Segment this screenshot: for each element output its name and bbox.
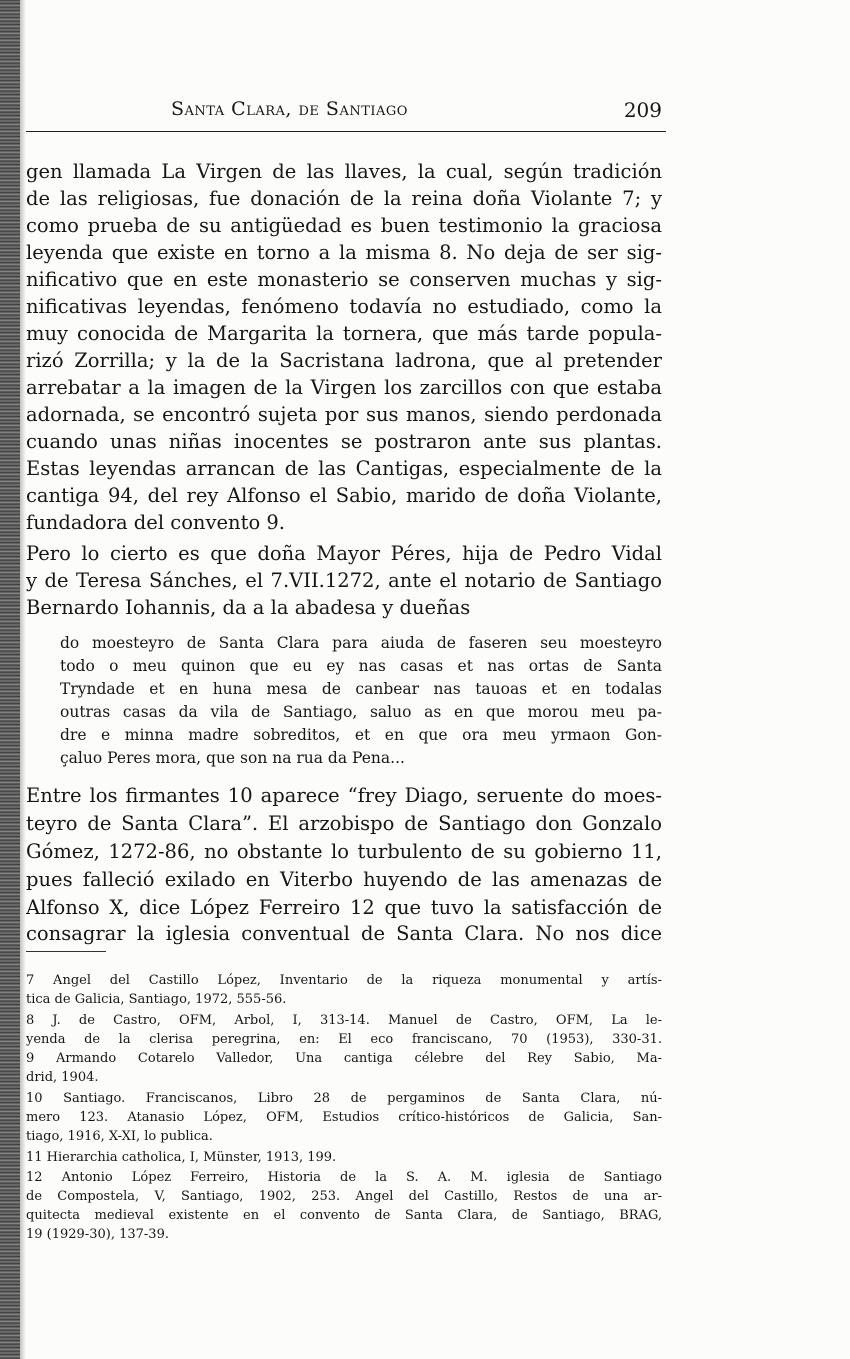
text-line: de las religiosas, fue donación de la reina doña Violante 7; y xyxy=(26,187,662,210)
text-line: como prueba de su antigüedad es buen testimonio la graciosa xyxy=(26,214,662,237)
text-line: adornada, se encontró sujeta por sus manos, siendo perdonada xyxy=(26,403,662,426)
footnote-line: yenda de la clerisa peregrina, en: El eco franciscano, 70 (1953), 330-31. xyxy=(26,1032,662,1047)
text-line: muy conocida de Margarita la tornera, que más tarde popula- xyxy=(26,322,662,345)
text-line: cuando unas niñas inocentes se postraron ante sus plantas. xyxy=(26,430,662,453)
quote-line: dre e minna madre sobreditos, et en que ora meu yrmaon Gon- xyxy=(60,726,662,744)
text-line: consagrar la iglesia conventual de Santa Clara. No nos dice xyxy=(26,922,662,945)
quote-line: Tryndade et en huna mesa de canbear nas tauoas et en todalas xyxy=(60,680,662,698)
footnote-line: 8 J. de Castro, OFM, Arbol, I, 313-14. Manuel de Castro, OFM, La le- xyxy=(26,1013,662,1028)
footnote-line: 11 Hierarchia catholica, I, Münster, 1913, 199. xyxy=(26,1150,337,1165)
text-line: teyro de Santa Clara”. El arzobispo de Santiago don Gonzalo xyxy=(26,812,662,835)
text-line: Alfonso X, dice López Ferreiro 12 que tuvo la satisfacción de xyxy=(26,896,662,919)
header-rule xyxy=(26,131,666,132)
quote-line: outras casas da vila de Santiago, saluo as en que morou meu pa- xyxy=(60,703,662,721)
running-header xyxy=(26,98,666,128)
footnote-line: 7 Angel del Castillo López, Inventario de la riqueza monumental y artís- xyxy=(26,973,662,988)
quote-line: do moesteyro de Santa Clara para aiuda de faseren seu moesteyro xyxy=(60,634,662,652)
text-line: Bernardo Iohannis, da a la abadesa y dueñas xyxy=(26,596,471,619)
page-number: 209 xyxy=(623,98,662,122)
text-line: cantiga 94, del rey Alfonso el Sabio, marido de doña Violante, xyxy=(26,484,662,507)
footnote-line: 19 (1929-30), 137-39. xyxy=(26,1227,169,1242)
text-line: Estas leyendas arrancan de las Cantigas, especialmente de la xyxy=(26,457,662,480)
text-line: Pero lo cierto es que doña Mayor Péres, hija de Pedro Vidal xyxy=(26,542,662,565)
footnote-line: tica de Galicia, Santiago, 1972, 555-56. xyxy=(26,992,287,1007)
footnote-line: 9 Armando Cotarelo Valledor, Una cantiga célebre del Rey Sabio, Ma- xyxy=(26,1051,662,1066)
quote-line: çaluo Peres mora, que son na rua da Pena... xyxy=(60,749,405,767)
text-line: fundadora del convento 9. xyxy=(26,511,285,534)
text-line: nificativo que en este monasterio se conserven muchas y sig- xyxy=(26,268,662,291)
running-title: Santa Clara, de Santiago xyxy=(171,98,408,120)
text-line: gen llamada La Virgen de las llaves, la cual, según tradición xyxy=(26,160,662,183)
text-line: arrebatar a la imagen de la Virgen los zarcillos con que estaba xyxy=(26,376,662,399)
text-line: Entre los firmantes 10 aparece “frey Diago, seruente do moes- xyxy=(26,784,662,807)
text-line: leyenda que existe en torno a la misma 8. No deja de ser sig- xyxy=(26,241,662,264)
text-line: y de Teresa Sánches, el 7.VII.1272, ante el notario de Santiago xyxy=(26,569,662,592)
footnote-line: de Compostela, V, Santiago, 1902, 253. Angel del Castillo, Restos de una ar- xyxy=(26,1189,662,1204)
footnote-line: drid, 1904. xyxy=(26,1070,99,1085)
text-line: nificativas leyendas, fenómeno todavía no estudiado, como la xyxy=(26,295,662,318)
footnote-line: 10 Santiago. Franciscanos, Libro 28 de pergaminos de Santa Clara, nú- xyxy=(26,1091,662,1106)
footnote-line: quitecta medieval existente en el convento de Santa Clara, de Santiago, BRAG, xyxy=(26,1208,662,1223)
footnote-line: 12 Antonio López Ferreiro, Historia de la S. A. M. iglesia de Santiago xyxy=(26,1170,662,1185)
footnote-rule xyxy=(26,951,106,952)
text-line: rizó Zorrilla; y la de la Sacristana ladrona, que al pretender xyxy=(26,349,662,372)
text-line: pues falleció exilado en Viterbo huyendo de las amenazas de xyxy=(26,868,662,891)
footnote-line: mero 123. Atanasio López, OFM, Estudios crítico-históricos de Galicia, San- xyxy=(26,1110,662,1125)
text-line: Gómez, 1272-86, no obstante lo turbulento de su gobierno 11, xyxy=(26,840,662,863)
binding-edge xyxy=(0,0,20,1359)
quote-line: todo o meu quinon que eu ey nas casas et nas ortas de Santa xyxy=(60,657,662,675)
footnote-line: tiago, 1916, X-XI, lo publica. xyxy=(26,1129,213,1144)
